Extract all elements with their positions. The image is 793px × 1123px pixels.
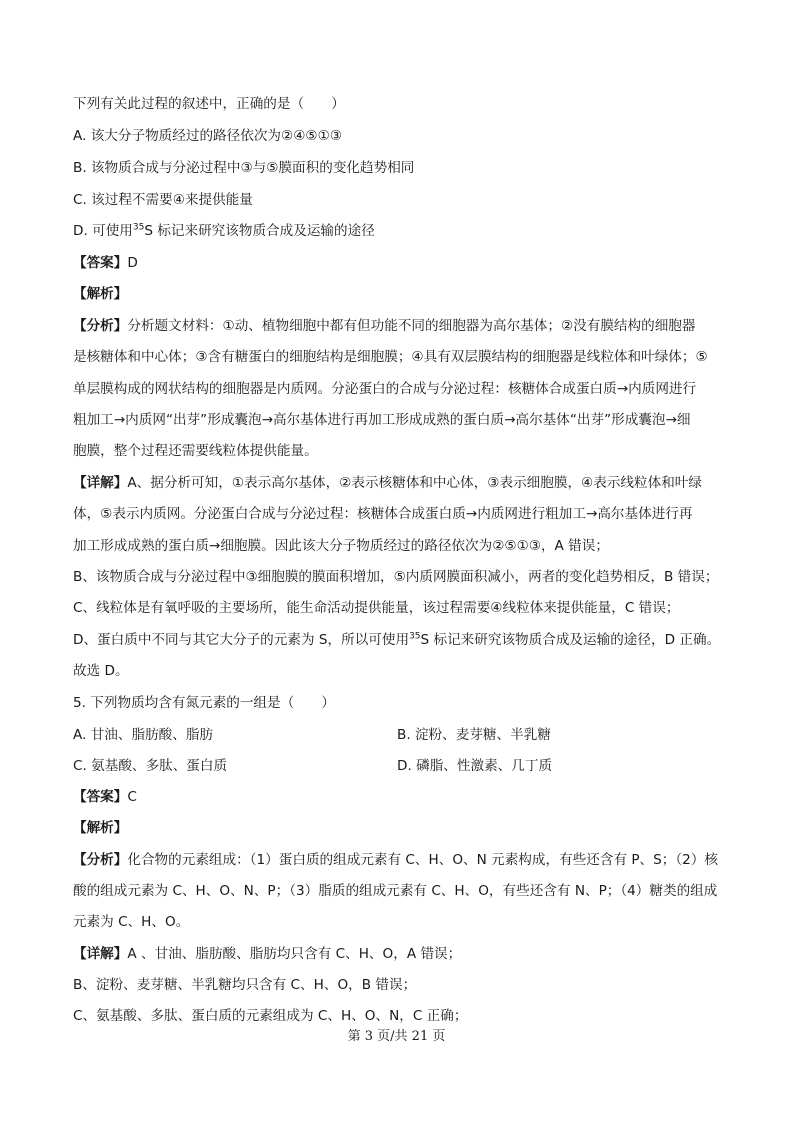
option-d: D. 磷脂、性激素、几丁质 bbox=[397, 758, 553, 774]
fenxi-line: 是核糖体和中心体；③含有糖蛋白的细胞结构是细胞膜；④具有双层膜结构的细胞器是线粒体和叶绿体；⑤ bbox=[73, 349, 708, 365]
xiangjie-line: C、线粒体是有氧呼吸的主要场所，能生命活动提供能量，该过程需要④线粒体来提供能量，C 错误； bbox=[73, 600, 680, 616]
fenxi-line: 酸的组成元素为 C、H、O、N、P；（3）脂质的组成元素有 C、H、O，有些还含有 N、P；（4）糖类的组成 bbox=[73, 883, 718, 899]
xiangjie-line: C、氨基酸、多肽、蛋白质的元素组成为 C、H、O、N，C 正确； bbox=[73, 1008, 468, 1024]
answer-line bbox=[73, 253, 733, 273]
xiangjie-line: 故选 D。 bbox=[73, 663, 129, 679]
option-b: B. 该物质合成与分泌过程中③与⑤膜面积的变化趋势相同 bbox=[73, 160, 415, 176]
answer-value: C bbox=[127, 789, 137, 805]
xiangjie-line: B、淀粉、麦芽糖、半乳糖均只含有 C、H、O，B 错误； bbox=[73, 977, 417, 993]
question-stem: 5. 下列物质均含有氮元素的一组是（ ） bbox=[73, 695, 335, 711]
fenxi-label: 【分析】 bbox=[73, 318, 128, 334]
option-d: D. 可使用$^{35}$S 标记来研究该物质合成及运输的途径 bbox=[73, 222, 375, 239]
answer-label: 【答案】 bbox=[73, 255, 128, 271]
fenxi-line: 胞膜，整个过程还需要线粒体提供能量。 bbox=[73, 443, 318, 459]
answer-line bbox=[73, 787, 733, 807]
fenxi-line: 元素为 C、H、O。 bbox=[73, 914, 190, 930]
option-c: C. 氨基酸、多肽、蛋白质 bbox=[73, 758, 228, 774]
xiangjie-line: 体，⑤表示内质网。分泌蛋白合成与分泌过程：核糖体合成蛋白质→内质网进行粗加工→高尔基体进行再 bbox=[73, 506, 693, 522]
option-b: B. 淀粉、麦芽糖、半乳糖 bbox=[397, 727, 551, 743]
option-a: A. 甘油、脂肪酸、脂肪 bbox=[73, 727, 214, 743]
xiangjie-line: D、蛋白质中不同与其它大分子的元素为 S，所以可使用$^{35}$S 标记来研究该物质合成及运输的途径，D 正确。 bbox=[73, 631, 721, 648]
xiangjie-label: 【详解】 bbox=[73, 946, 128, 962]
xiangjie-label: 【详解】 bbox=[73, 475, 128, 491]
xiangjie-line: B、该物质合成与分泌过程中③细胞膜的膜面积增加，⑤内质网膜面积减小，两者的变化趋势相反，B 错误； bbox=[73, 569, 719, 585]
xiangjie-line: 【详解】A、据分析可知，①表示高尔基体，②表示核糖体和中心体，③表示细胞膜，④表示线粒体和叶绿 bbox=[73, 475, 702, 491]
fenxi-line: 【分析】分析题文材料：①动、植物细胞中都有但功能不同的细胞器为高尔基体；②没有膜结构的细胞器 bbox=[73, 318, 696, 334]
option-c: C. 该过程不需要④来提供能量 bbox=[73, 192, 253, 208]
fenxi-line: 【分析】化合物的元素组成：（1）蛋白质的组成元素有 C、H、O、N 元素构成，有些还含有 P、S；（2）核 bbox=[73, 852, 719, 868]
xiangjie-line: 加工形成成熟的蛋白质→细胞膜。因此该大分子物质经过的路径依次为②⑤①③，A 错误； bbox=[73, 538, 609, 554]
fenxi-label: 【分析】 bbox=[73, 852, 128, 868]
analysis-label: 【解析】 bbox=[73, 820, 128, 836]
question-stem: 下列有关此过程的叙述中，正确的是（ ） bbox=[73, 96, 345, 112]
fenxi-line: 粗加工→内质网“出芽”形成囊泡→高尔基体进行再加工形成成熟的蛋白质→高尔基体“出芽”形成囊泡→细 bbox=[73, 412, 691, 428]
page-footer: 第 3 页/共 21 页 bbox=[347, 1029, 446, 1044]
analysis-label: 【解析】 bbox=[73, 286, 128, 302]
answer-label: 【答案】 bbox=[73, 789, 128, 805]
option-a: A. 该大分子物质经过的路径依次为②④⑤①③ bbox=[73, 128, 342, 144]
xiangjie-line: 【详解】A 、甘油、脂肪酸、脂肪均只含有 C、H、O，A 错误； bbox=[73, 946, 462, 962]
fenxi-line: 单层膜构成的网状结构的细胞器是内质网。分泌蛋白的合成与分泌过程：核糖体合成蛋白质→内质网进行 bbox=[73, 381, 697, 397]
answer-value: D bbox=[127, 255, 138, 271]
